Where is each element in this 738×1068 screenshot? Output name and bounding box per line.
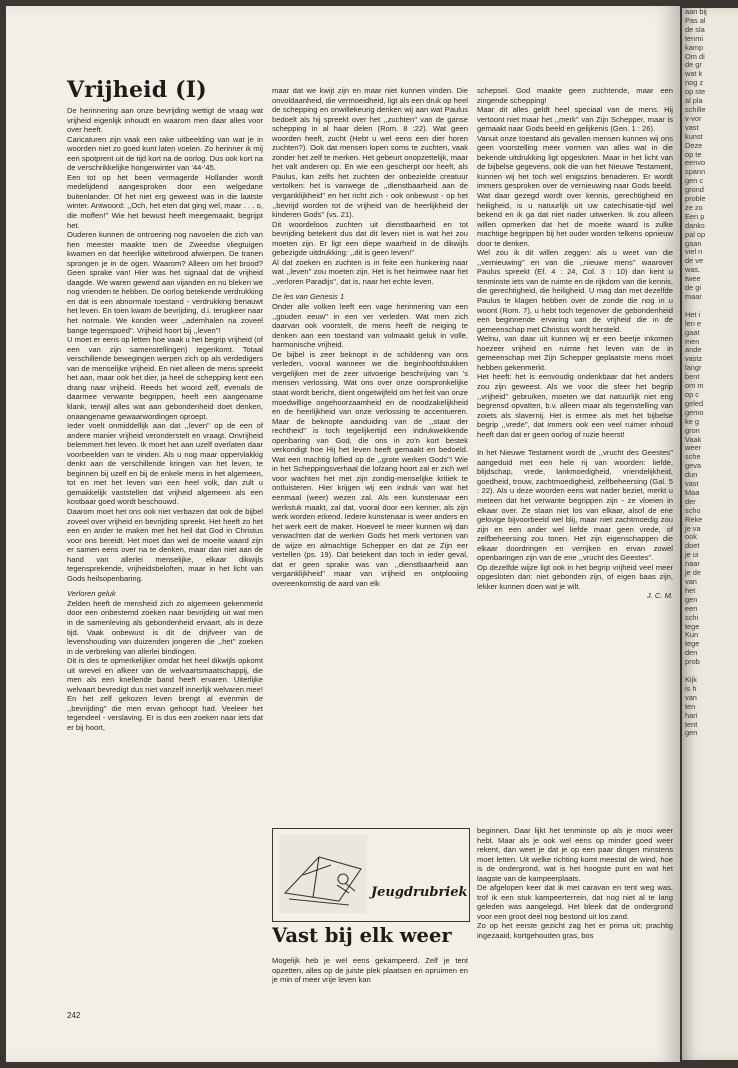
youth-column-2 <box>477 826 673 941</box>
paragraph: De bijbel is zeer beknopt in de schildering van ons verleden, vooral wanneer we die beginhoofdstukken vergelijken met de zeer uitvoerige beschrijving van 's mensen verlossing. Wat ons over onze oorspronkelijke staat wordt bericht, dient ongetwijfeld om het feit van onze moedwillige ongehoorzaamheid en de noodzakelijkheid en de heerlijkheid van onze verlossing te accentueren. Maar de beknopte aanduiding van de ,,staat der rechtheid'' is toch tegelijkertijd een indrukwekkende openbaring van God, die ons in zo'n kort bestek verkondigt hoe Hij het leven heeft gemaakt en bedoeld. Wat een machtig loflied op de ,,grote werken Gods''! Wie in het Scheppingsverhaal die lofzang hoort zal er zich wel voor wachten het met zijn zondig-menselijke kritiek te ontluisteren. Hier krijgen wij een indruk van wat het eenmaal (weer) wezen zal. Als een kunstenaar een werkstuk maakt, zal dat, vooral door een kenner, als zijn werk worden erkend. Iedere kunstenaar is weer anders en het werk eert de maker. Hoeveel te meer kunnen wij dan verwachten dat de werken Gods het merk vertonen van de wijze en almachtige Schepper en dat ze Zijn eer vertellen (ps. 19). Dat betekent dan toch in ieder geval, dat er geen sprake was van ,,dienstbaarheid aan verganklijkheid'' maar van vrijheid en ontplooiing overeenkomstig de aard van elk <box>272 349 468 588</box>
facing-page-line: spann <box>685 167 706 177</box>
facing-page-line: viel n <box>685 247 703 257</box>
facing-page-line: hari <box>685 710 698 720</box>
jeugdrubriek-banner <box>272 828 470 922</box>
facing-page-line: op ste <box>685 87 706 97</box>
facing-page-edge <box>682 8 738 1060</box>
facing-page-line: geva <box>685 461 702 471</box>
paragraph: Dit woordeloos zuchten uit dienstbaarheid en tot bevrijding betekent dus dat dit leven niet is wat het zou moeten zijn. Er ligt een diepe waarheid in de dikwijls gebezigde uitdrukking: ,,dit is geen leven!'' <box>272 219 468 258</box>
paragraph: Welnu, van daar uit kunnen wij er een beetje inkomen hoezeer vrijheid en ruimte het leven van de in gemeenschap met Zijn Schepper geplaatste mens moet hebben gekenmerkt. <box>477 334 673 372</box>
facing-page-line: gemo <box>685 407 704 417</box>
article-title: Vrijheid (I) <box>67 77 207 103</box>
facing-page-line: vastz <box>685 354 703 364</box>
facing-page-line: ten <box>685 701 696 711</box>
facing-page-line: langr <box>685 363 702 373</box>
column-3 <box>477 86 673 601</box>
facing-page-line: gaat <box>685 327 700 337</box>
facing-page-line: aan bij <box>685 8 707 16</box>
facing-page-line: men <box>685 336 700 346</box>
facing-page-line: ze zo <box>685 202 703 212</box>
facing-page-line: ke g <box>685 416 699 426</box>
facing-page-line: om m <box>685 381 704 391</box>
facing-page-line: je va <box>685 523 701 533</box>
facing-page-line: scho <box>685 505 701 515</box>
facing-page-line: naar <box>685 559 700 569</box>
column-2 <box>272 86 468 588</box>
paragraph: Ieder voelt onmiddellijk aan dat ,,leven'' op de een of andere manier vrijheid veronderstelt en vraagt. Onvrijheid belemmert het leven. Ik moet het aan uzelf overlaten daar voorbeelden van te vinden. Als u nog maar oppervlakkig denkt aan de verschillende kringen van het leven, te beginnen bij uzelf en bij de enkele mens in het algemeen, tot en met het leven van een heel volk, dan zult u gemakkelijk vaststellen dat vrijheid algemeen als een kostbaar goed wordt beschouwd. <box>67 421 263 507</box>
facing-page-line: de ve <box>685 256 704 266</box>
page-number: 242 <box>67 1011 81 1020</box>
facing-page-line: gen c <box>685 176 704 186</box>
facing-page-line: prob <box>685 657 700 667</box>
facing-page-line: op c <box>685 389 699 399</box>
paragraph: Wel zou ik dit willen zeggen: als u weet van die ,,vernieuwing'' en van die ,,nieuwe mens'' waarover Paulus spreekt (Ef. 4 : 24, Col. 3 : 10) dan kent u tenminste iets van de ruimte en de rijkdom van die kennis, die gerechtigheid, die heiligheid. U mag dan met dezelfde Paulus te klagen hebben over de zonde die nog in u woont (Rom. 7), u hebt toch tegenover die gebondenheid een beginnende ervaring van de vrijheid die in de gemeenschap met Christus wordt hersteld. <box>477 248 673 334</box>
author-signature: J. C. M. <box>646 591 673 601</box>
facing-page-line: bent <box>685 372 700 382</box>
facing-page-line: kamp <box>685 42 704 52</box>
facing-page-line: eenvo <box>685 158 706 168</box>
paragraph: Het heeft: het is eenvoudig ondenkbaar dat het anders zou zijn geweest. Als we voor die sfeer het begrip ,,vrijheid'' gebruiken, moeten we dat natuurlijk niet eng begrensd opvatten, b.v. alleen maar als tegenstelling van zoiets als slavernij. Het is ermee als met het bijbelse begrip ,,vrede'', dat immers ook een veel ruimer inhoud heeft dan dat er geen oorlog of ruzie heerst! <box>477 372 673 439</box>
facing-page-line: vast <box>685 479 699 489</box>
facing-page-line: de sla <box>685 24 705 34</box>
paragraph: U moet er eens op letten hoe vaak u het begrip vrijheid (of een van zijn samenstellingen) tegenkomt. Totaal verschillende bewegingen werpen zich op als verdedigers van de menselijke vrijheid. En niet alleen de mens spreekt het aan, maar ook het dier, ja heel de schepping kent een drang naar vrijheid. Reeds het woord zelf, evenals de daarmee verwante begrippen, heeft een aangename klank, terwijl alles wat aan gebondenheid doet denken, onaangename gewaarwordingen oproept. <box>67 335 263 421</box>
paragraph: Zelden heeft de mensheid zich zo algemeen gekenmerkt door een onbestemd zoeken naar bevrijding uit wat men in de samenleving als gebondenheid ervaart, als in deze tijd. Vaak onbewust is dit de drijfveer van de levenshouding van duizenden jongeren die ,,het'' zoeken in de verbreking van allerlei bindingen. <box>67 598 263 656</box>
paragraph: Ouderen kunnen de ontroering nog navoelen die zich van hen meester maakte toen de Zweedse vliegtuigen kwamen en dat heerlijke wittebrood afwierpen. De tranen sprongen je in de ogen. Waarom? Alleen om het brood? Geen sprake van! Hier was het signaal dat de vrijheid daagde. We waren gewend aan vijanden en nu bleken we nog vrienden te hebben. De oorlog betekende verdrukking en dat is een abnormale toestand - verdrukking benauwt het leven. En toen kwam de bevrijding, d.i. terugkeer naar het normale. We konden weer ,,ademhalen na zoveel bange tegenspoed''. Vrijheid hoort bij ,,leven''! <box>67 230 263 335</box>
facing-page-line: Een p <box>685 211 705 221</box>
paragraph: maar dat we kwijt zijn en maar niet kunnen vinden. Die onvoldaanheid, die vermoeidheid, ligt als een druk op heel de schepping en onwillekeurig denken wij aan wat Paulus bedoelt als hij spreekt over het ,,zuchten'' van de ganse schepping in al haar delen (Rom. 8 :22). Wat geen woorden heeft, zucht (Hebt u wel eens een dier horen zuchten?). Ook dat mensen lopen soms te zuchten, vaak zonder het zelf te merken. Het gebeurt onopzettelijk, maar het valt anderen op. En wie een gescherpt oor heeft, als Paulus, kan zelfs het zuchten der onbezielde creatuur vertolken: het is vanwege de ,,dienstbaarheid aan de verganklijkheid'' en het richt zich - ook onbewust - op het ,,bevrijd worden tot de vrijheid van de heerlijkheid der kinderen Gods'' (vs. 21). <box>272 86 468 220</box>
facing-page-line: wat k <box>685 69 703 79</box>
facing-page-line: tenmi <box>685 33 704 43</box>
facing-page-line: schille <box>685 104 706 114</box>
facing-page-line: geled <box>685 398 704 408</box>
facing-page-line: vast <box>685 122 699 132</box>
facing-page-line: proble <box>685 194 706 204</box>
subheading-verloren-geluk: Verloren geluk <box>67 589 116 599</box>
column-1 <box>67 106 263 733</box>
facing-page-line: tege <box>685 639 700 649</box>
facing-page-line: v-vor <box>685 113 702 123</box>
facing-page-line: gen <box>685 594 698 604</box>
facing-page-line: gron <box>685 425 700 435</box>
facing-page-line: weer <box>685 443 702 453</box>
facing-page-line: der <box>685 496 696 506</box>
paragraph: De herinnering aan onze bevrijding wettigt de vraag wat vrijheid eigenlijk inhoudt en waarom men daar alles voor over heeft. <box>67 106 263 135</box>
facing-page-line: kunst <box>685 131 703 141</box>
facing-page-line: ande <box>685 345 702 355</box>
facing-page-line: dun <box>685 470 698 480</box>
facing-page-line: maar <box>685 292 702 301</box>
facing-page-line: Vaak <box>685 434 702 444</box>
paragraph: Daarom moet het ons ook niet verbazen dat ook de bijbel zoveel over vrijheid en bevrijding spreekt. Het heeft zo het een en ander te maken met het heil dat God in Christus voor ons bereidt. Het moet dan wel de moeite waard zijn er samen eens over na te denken, maar dan niet aan de hand van allerlei menselijke, elkaar dikwijls tegensprekende, vrijheidsbeloften, maar in het licht van Gods heilsopenbaring. <box>67 506 263 583</box>
youth-title: Vast bij elk weer <box>272 924 452 947</box>
facing-page-line: van <box>685 692 697 702</box>
facing-page-line: een <box>685 603 698 613</box>
paragraph: Al dat zoeken en zuchten is in feite een hunkering naar wat ,,leven'' zou moeten zijn. Het is het heimwee naar het ,,verloren Paradijs'', dat is, naar het echte leven. <box>272 257 468 286</box>
paragraph: De afgelopen keer dat ik met caravan en tent weg was, trof ik een stuk kampeerterrein, dat nog niet al te lang geleden was aangelegd. Het bleek dat de ondergrond voor een groot deel nog bestond uit los zand. <box>477 883 673 921</box>
facing-page-line: danks <box>685 220 705 230</box>
facing-page-line: op te <box>685 149 702 159</box>
facing-page-line: al pla <box>685 96 703 106</box>
section-label: Jeugdrubriek <box>371 885 468 900</box>
facing-page-line: Maa <box>685 487 700 497</box>
paragraph: In het Nieuwe Testament wordt de ,,vrucht des Geestes'' aangeduid met een hele rij van woorden: liefde, blijdschap, vrede, lankmoedigheid, vriendelijkheid, goedheid, trouw, zachtmoedigheid, zelfbeheersing (Gal. 5 : 22). Als u deze woorden eens wat nader beziet, merkt u meteen dat het verwante begrippen zijn - ze vloeien in elkaar over. Ze staan niet los van elkaar, alsof de ene gelovige bijvoorbeeld wel blij, maar niet zachtmoedig zou zijn en een ander wel liefde maar geen vrede, of zelfbeheersing zou tonen. Het zijn eigenschappen die elkaar doordringen en verrijken en ervan zowel openbaringen zijn van de ene ,,vrucht des Geestes''. <box>477 448 673 563</box>
facing-page-line: de gi <box>685 283 702 293</box>
facing-page-line: Om di <box>685 51 705 61</box>
facing-page-line: den <box>685 648 698 658</box>
paragraph: Caricaturen zijn vaak een rake uitbeelding van wat je in woorden niet zo goed kunt laten voelen. Zo herinner ik mij een spotprent uit de tijd kort na de oorlog. Dus ook kort na de verschrikkelijke hongerwinter van '44-'45. <box>67 134 263 173</box>
facing-page-line: tent <box>685 719 698 729</box>
facing-page-line: nog z <box>685 78 704 88</box>
facing-page-line: ook <box>685 532 697 542</box>
facing-page-line: len e <box>685 318 702 328</box>
paragraph: Een tot op het been vermagerde Hollander wordt medelijdend aangesproken door een welgedane buitenlander. Of het niet erg geweest was in die laatste winter. Antwoord: ,,Och, het eten dat ging wel, maar . . . o, die moffen!'' Wie het bewust heeft meegemaakt, begrijpt het. <box>67 172 263 230</box>
facing-page-line: je ui <box>685 550 699 560</box>
magazine-page <box>6 6 680 1062</box>
paragraph: Maar dit alles geldt heel speciaal van de mens. Hij vertoont niet maar het ,,merk'' van Zijn Schepper, maar is gemaakt naar Gods beeld en gelijkenis (Gen. 1 : 26). <box>477 105 673 134</box>
facing-page-line: Pas al <box>685 15 706 25</box>
facing-page-line: twee <box>685 274 701 284</box>
facing-page-line: was. <box>685 265 701 275</box>
paragraph: Vanuit onze toestand als gevallen mensen kunnen wij ons geen voorstelling meer vormen van alles wat in die bekende uitdrukking ligt opgesloten. Maar in het licht van de bijbelse gegevens, ook die van het Nieuwe Testament, kunnen wij het toch wel enigszins benaderen. Er wordt immers gesproken over de vernieuwing naar Gods beeld. Wat daar gezegd wordt over kennis, gerechtigheid en heiligheid, is u natuurlijk uit uw catechisatie-tijd wel bekend en ik ga dat niet nader uitwerken. Ik zou alleen willen opmerken dat het de moeite waard is zulke machtige begrippen bij het ouder worden telkens opnieuw door te denken. <box>477 133 673 248</box>
facing-page-line: Het i <box>685 309 701 319</box>
facing-page-line: gen <box>685 728 698 738</box>
facing-page-line: doet <box>685 541 700 551</box>
facing-page-line: pal op <box>685 229 706 239</box>
facing-page-line: het <box>685 585 696 595</box>
facing-page-line: Reke <box>685 514 703 524</box>
facing-page-line: je de <box>685 568 702 578</box>
paragraph: Mogelijk heb je wel eens gekampeerd. Zelf je tent opzetten, alles op de juiste plek plaatsen en opruimen en je min of meer vrije leven kan <box>272 956 468 985</box>
paragraph: beginnen. Daar lijkt het tenminste op als je mooi weer hebt. Maar als je ook wel eens op minder goed weer rekent, dan weet je dat je op een paar dingen minstens moet letten. Uit welke richting komt meestal de wind, hoe is de ondergrond, wat is het hoogste punt en wat het laagste van de kampeerplaats. <box>477 826 673 883</box>
facing-page-line: Deze <box>685 140 703 150</box>
facing-page-line: Kun <box>685 630 699 640</box>
facing-page-line: gaan <box>685 238 702 248</box>
facing-page-line: de gr <box>685 60 702 70</box>
youth-column-1 <box>272 956 468 985</box>
facing-page-line: Kijk <box>685 674 697 684</box>
facing-page-line: van <box>685 577 697 586</box>
facing-page-line: grond <box>685 185 704 195</box>
facing-page-line: is h <box>685 683 697 693</box>
facing-page-line: sche <box>685 452 701 462</box>
paragraph: Zo op het eerste gezicht zag het er prima uit; prachtig ingezaaid, kortgehouden gras, bos <box>477 921 673 941</box>
tent-illustration-icon <box>279 835 367 913</box>
paragraph: Onder alle volken leeft een vage herinnering van een ,,gouden eeuw'' in een ver verleden. Wat men zich daarvan ook voorstelt, de mens heeft de neiging te denken aan een toestand van volmaakt geluk in volle, harmonische vrijheid. <box>272 302 468 350</box>
facing-page-line: schi <box>685 612 699 622</box>
paragraph: schepsel. God maakte geen zuchtende, maar een zingende schepping! <box>477 86 673 105</box>
facing-page-line: tege <box>685 621 700 631</box>
subheading-genesis: De les van Genesis 1 <box>272 292 345 302</box>
paragraph: Op dezelfde wijze ligt ook in het begrip vrijheid veel meer opgesloten dan: niet gebonden zijn, of eigen baas zijn, lekker kunnen doen wat je wilt. <box>477 562 673 591</box>
paragraph: Dit is des te opmerkelijker omdat het heel dikwijls opkomt uit wrevel en afkeer van de welvaartsmaatschappij, die men als een knellende band heeft ervaren. Uiterlijke welvaart bevredigt dus niet vanzelf innerlijk welvaren mee! En het zelf gekozen leven brengt al evenmin de ,,bevrijding'' die men ervan gehoopt had. Veeleer het tegendeel - verslaving. Er is dus een zoeken naar iets dat er bij hoort, <box>67 656 263 732</box>
